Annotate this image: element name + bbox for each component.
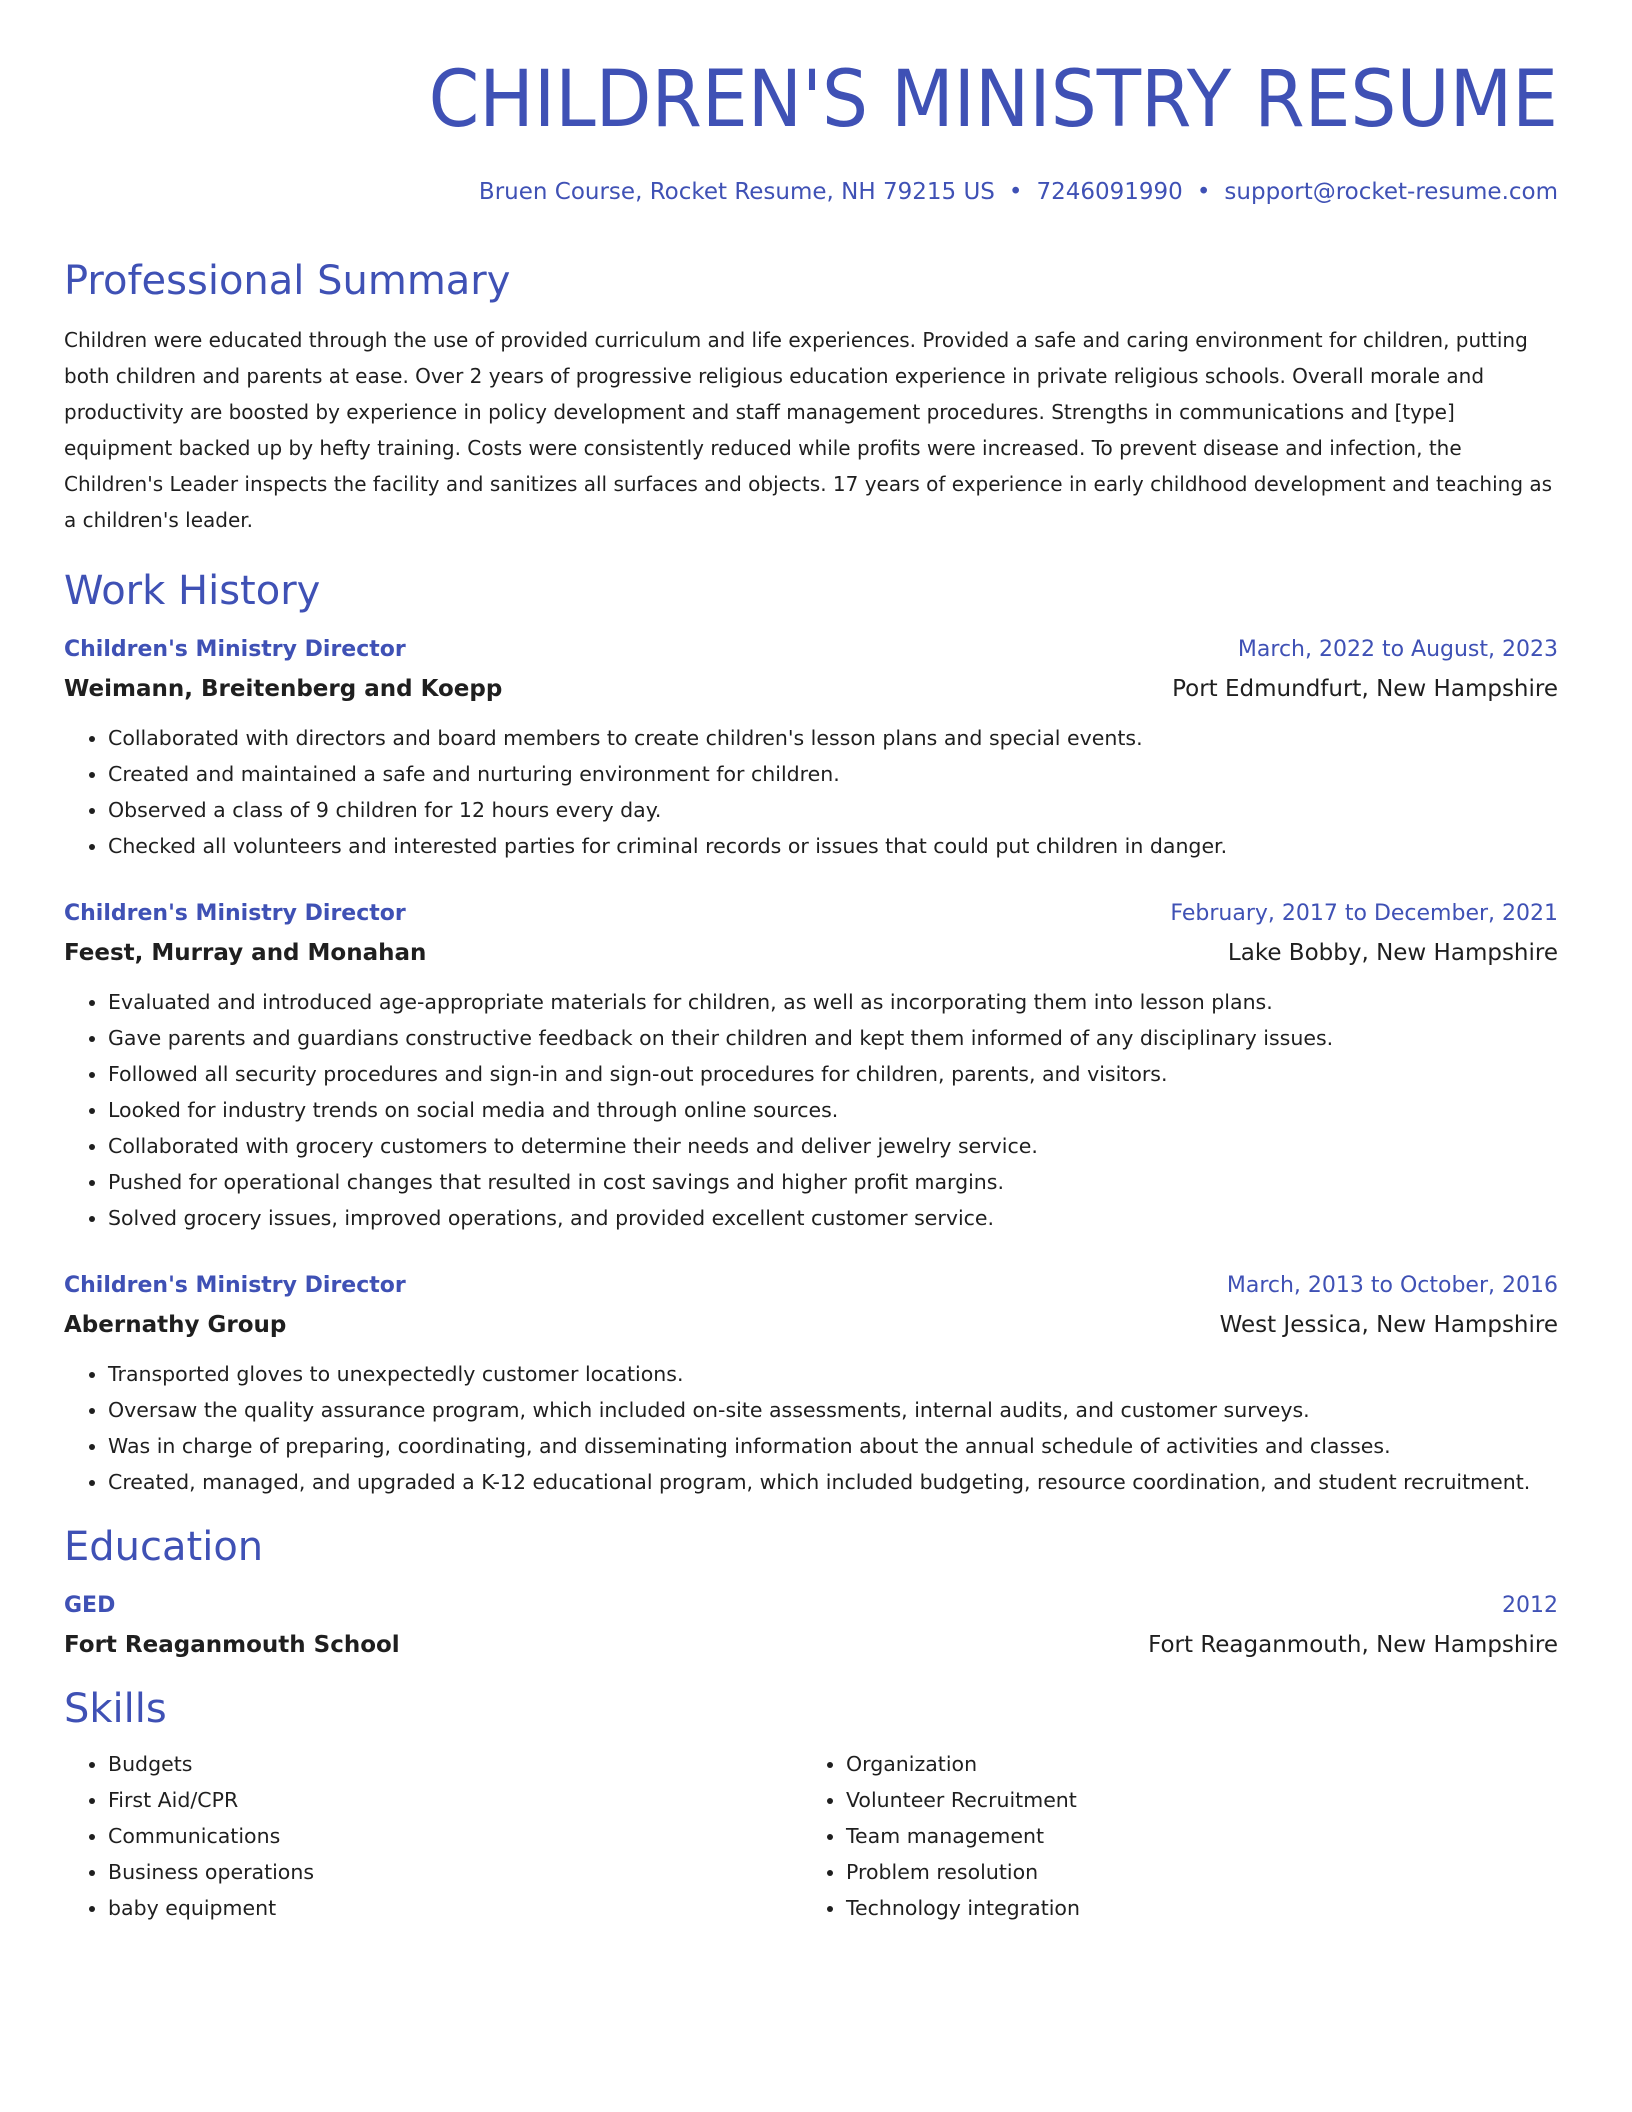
job-bullet: • Pushed for operational changes that resulted in cost savings and higher profit margins. bbox=[108, 1164, 1558, 1200]
job-company: Feest, Murray and Monahan bbox=[64, 940, 427, 966]
skills-list-left bbox=[64, 1746, 802, 1926]
skill-item: • baby equipment bbox=[108, 1890, 802, 1926]
education-school-row bbox=[64, 1626, 1558, 1664]
summary-text: Children were educated through the use of provided curriculum and life experiences. Provided a safe and caring environment for children, putting both children and parents at ease. Over 2 years of progressive religious education experience in private religious schools. Overall morale and productivity are boosted by experience in policy development and staff management procedures. Strengths in communications and [type] equipment backed up by hefty training. Costs were consistently reduced while profits were increased. To prevent disease and infection, the Children's Leader inspects the facility and sanitizes all surfaces and objects. 17 years of experience in early childhood development and teaching as a children's leader. bbox=[64, 328, 1553, 532]
contact-separator: • bbox=[1196, 179, 1211, 205]
job-company-row bbox=[64, 1306, 1558, 1344]
job-location: Lake Bobby, New Hampshire bbox=[1227, 940, 1558, 966]
job-bullets bbox=[64, 984, 1558, 1236]
job-company: Weimann, Breitenberg and Koepp bbox=[64, 676, 503, 702]
resume-header bbox=[64, 52, 1558, 208]
education-location: Fort Reaganmouth, New Hampshire bbox=[1148, 1632, 1558, 1658]
education-school: Fort Reaganmouth School bbox=[64, 1632, 400, 1658]
work-history-section bbox=[64, 566, 1558, 1500]
education-header-row bbox=[64, 1586, 1558, 1626]
skill-item: • Problem resolution bbox=[846, 1854, 1540, 1890]
job-title: Children's Ministry Director bbox=[64, 901, 406, 926]
education-entry bbox=[64, 1586, 1558, 1664]
section-title-summary: Professional Summary bbox=[64, 258, 511, 304]
skill-item: • Budgets bbox=[108, 1746, 802, 1782]
contact-address: Bruen Course, Rocket Resume, NH 79215 US bbox=[478, 179, 995, 205]
skills-list-right bbox=[802, 1746, 1540, 1926]
job-bullets bbox=[64, 720, 1558, 864]
job-dates: February, 2017 to December, 2021 bbox=[1170, 901, 1558, 926]
contact-email: support@rocket-resume.com bbox=[1224, 179, 1558, 205]
job-title: Children's Ministry Director bbox=[64, 637, 406, 662]
contact-line bbox=[64, 176, 1558, 208]
job-title: Children's Ministry Director bbox=[64, 1273, 406, 1298]
job-bullets bbox=[64, 1356, 1558, 1500]
section-title-education: Education bbox=[64, 1524, 264, 1570]
job-bullet: • Collaborated with directors and board members to create children's lesson plans and special events. bbox=[108, 720, 1558, 756]
job-bullet: • Checked all volunteers and interested parties for criminal records or issues that could put children in danger. bbox=[108, 828, 1558, 864]
education-degree: GED bbox=[64, 1593, 116, 1618]
job-bullet: • Solved grocery issues, improved operations, and provided excellent customer service. bbox=[108, 1200, 1558, 1236]
job-dates: March, 2022 to August, 2023 bbox=[1237, 637, 1558, 662]
skill-item: • Business operations bbox=[108, 1854, 802, 1890]
skill-item: • Team management bbox=[846, 1818, 1540, 1854]
job-header-row bbox=[64, 630, 1558, 670]
skill-item: • Technology integration bbox=[846, 1890, 1540, 1926]
education-year: 2012 bbox=[1502, 1593, 1558, 1618]
job-bullet: • Followed all security procedures and sign-in and sign-out procedures for children, parents, and visitors. bbox=[108, 1056, 1558, 1092]
job-bullet: • Transported gloves to unexpectedly customer locations. bbox=[108, 1356, 1558, 1392]
section-title-skills: Skills bbox=[64, 1686, 167, 1732]
resume-page bbox=[64, 52, 1558, 1926]
job-bullet: • Evaluated and introduced age-appropriate materials for children, as well as incorporating them into lesson plans. bbox=[108, 984, 1558, 1020]
job-bullet: • Gave parents and guardians constructive feedback on their children and kept them informed of any disciplinary issues. bbox=[108, 1020, 1558, 1056]
skill-item: • Organization bbox=[846, 1746, 1540, 1782]
job-dates: March, 2013 to October, 2016 bbox=[1226, 1273, 1558, 1298]
resume-title: CHILDREN'S MINISTRY RESUME bbox=[428, 55, 1558, 145]
job-header-row bbox=[64, 1266, 1558, 1306]
job-bullet: • Created, managed, and upgraded a K-12 educational program, which included budgeting, resource coordination, and student recruitment. bbox=[108, 1464, 1558, 1500]
job-bullet: • Oversaw the quality assurance program, which included on-site assessments, internal audits, and customer surveys. bbox=[108, 1392, 1558, 1428]
section-title-work-history: Work History bbox=[64, 568, 321, 614]
job-bullet: • Collaborated with grocery customers to determine their needs and deliver jewelry service. bbox=[108, 1128, 1558, 1164]
job-entry bbox=[64, 894, 1558, 1236]
job-header-row bbox=[64, 894, 1558, 934]
contact-separator: • bbox=[1008, 179, 1023, 205]
job-company-row bbox=[64, 934, 1558, 972]
contact-phone: 7246091990 bbox=[1036, 179, 1183, 205]
skills-columns bbox=[64, 1746, 1558, 1926]
job-company-row bbox=[64, 670, 1558, 708]
job-bullet: • Looked for industry trends on social media and through online sources. bbox=[108, 1092, 1558, 1128]
summary-section bbox=[64, 256, 1558, 538]
skill-item: • Communications bbox=[108, 1818, 802, 1854]
skill-item: • First Aid/CPR bbox=[108, 1782, 802, 1818]
job-location: Port Edmundfurt, New Hampshire bbox=[1172, 676, 1558, 702]
skills-section bbox=[64, 1684, 1558, 1926]
job-entry bbox=[64, 1266, 1558, 1500]
education-section bbox=[64, 1522, 1558, 1664]
skill-item: • Volunteer Recruitment bbox=[846, 1782, 1540, 1818]
job-bullet: • Observed a class of 9 children for 12 hours every day. bbox=[108, 792, 1558, 828]
job-entry bbox=[64, 630, 1558, 864]
job-company: Abernathy Group bbox=[64, 1312, 287, 1338]
job-location: West Jessica, New Hampshire bbox=[1219, 1312, 1558, 1338]
job-bullet: • Created and maintained a safe and nurturing environment for children. bbox=[108, 756, 1558, 792]
job-bullet: • Was in charge of preparing, coordinating, and disseminating information about the annual schedule of activities and classes. bbox=[108, 1428, 1558, 1464]
